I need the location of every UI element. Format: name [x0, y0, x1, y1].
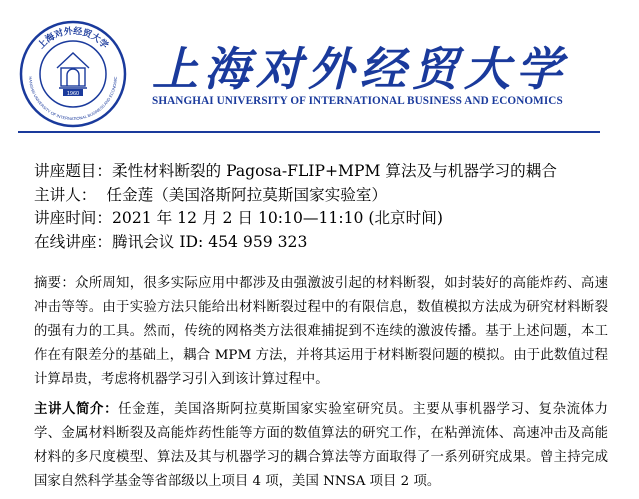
bio-label: 主讲人简介：: [34, 401, 119, 417]
talk-title: 柔性材料断裂的 Pagosa-FLIP+MPM 算法及与机器学习的耦合: [111, 162, 557, 180]
time-row: [34, 207, 557, 231]
svg-text:1960: 1960: [66, 91, 80, 97]
speaker-label: 主讲人：: [34, 185, 97, 204]
svg-text:SHANGHAI UNIVERSITY OF INTERNA: HANGHAI UNIVERSITY OF INTERNATIONAL BUSINESS AND ECONOMIC: [27, 76, 119, 122]
talk-time: 2021 年 12 月 2 日 10:10—11:10 (北京时间): [111, 209, 443, 227]
svg-text:上海对外经贸大学: 上海对外经贸大学: [36, 26, 110, 52]
header-divider: [18, 131, 600, 133]
bio-text: 任金莲，美国洛斯阿拉莫斯国家实验室研究员。主要从事机器学习、复杂流体力学、金属材料断裂及高能炸药性能等方面的数值算法的研究工作，在粘弹流体、高速冲击及高能材料的多尺度模型、算法及其与机器学习的耦合算法等方面取得了一系列研究成果。曾主持完成国家自然科学基金等省部级以上项目 4 项，美国 NNSA 项目 2 项。: [34, 402, 608, 489]
online-row: [34, 231, 557, 255]
time-label: 讲座时间：: [34, 209, 112, 227]
university-name-cn: 上海对外经贸大学: [152, 42, 568, 96]
university-seal-logo: [19, 20, 127, 128]
meeting-id: 腾讯会议 ID: 454 959 323: [111, 232, 308, 251]
talk-title-row: [34, 160, 557, 184]
speaker-row: [34, 184, 557, 208]
abstract-paragraph: 摘要：众所周知，很多实际应用中都涉及由强激波引起的材料断裂，如封装好的高能炸药、高速冲击等等。由于实验方法只能给出材料断裂过程中的有限信息，数值模拟方法成为研究材料断裂的强有力的工具。然而，传统的网格类方法很难捕捉到不连续的激波传播。基于上述问题，本工作在有限差分的基础上，耦合 MPM 方法，并将其运用于材料断裂问题的模拟。由于此数值过程计算昂贵，考虑将机器学习引入到该计算过程中。: [34, 276, 608, 387]
speaker-name: 任金莲（美国洛斯阿拉莫斯国家实验室）: [106, 185, 388, 204]
talk-info: [34, 160, 557, 254]
talk-title-label: 讲座题目：: [34, 162, 112, 180]
university-name-en: SHANGHAI UNIVERSITY OF INTERNATIONAL BUSINESS AND ECONOMICS: [152, 95, 563, 107]
online-label: 在线讲座：: [34, 232, 112, 251]
letterhead: [0, 0, 639, 128]
speaker-bio: [34, 397, 608, 494]
